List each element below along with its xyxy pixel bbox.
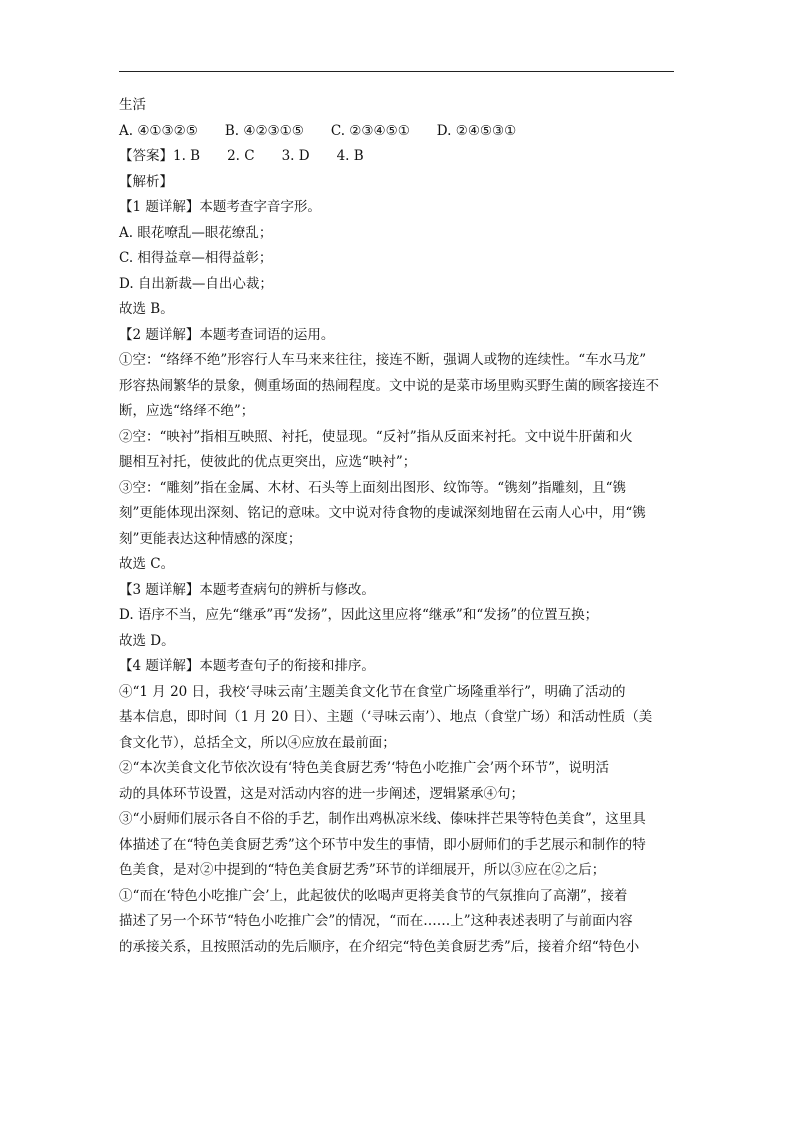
text-line: 基本信息，即时间（1 月 20 日）、主题（‘寻味云南’）、地点（食堂广场）和活动性质（美 bbox=[119, 709, 653, 725]
text-line: 腿相互衬托，使彼此的优点更突出，应选“映衬”； bbox=[119, 454, 417, 470]
text-line: D. 自出新裁—自出心裁； bbox=[119, 275, 273, 292]
text-line: 刻”更能体现出深刻、铭记的意味。文中说对待食物的虔诚深刻地留在云南人心中，用“镌 bbox=[119, 505, 646, 521]
text-line: ②“本次美食文化节依次设有‘特色美食厨艺秀’‘特色小吃推广会’两个环节”，说明活 bbox=[119, 760, 609, 776]
q1-heading: 【1 题详解】本题考查字音字形。 bbox=[119, 199, 321, 215]
header-rule bbox=[119, 71, 674, 72]
text-line: 故选 D。 bbox=[119, 632, 175, 649]
text-line: 生活 bbox=[119, 97, 146, 113]
text-line: ④“1 月 20 日，我校‘寻味云南’主题美食文化节在食堂广场隆重举行”，明确了活动的 bbox=[119, 683, 626, 700]
text-line: D. 语序不当，应先“继承”再“发扬”，因此这里应将“继承”和“发扬”的位置互换； bbox=[119, 607, 599, 623]
text-line: 形容热闹繁华的景象，侧重场面的热闹程度。文中说的是菜市场里购买野生菌的顾客接连不 bbox=[119, 377, 659, 394]
text-line: ③“小厨师们展示各自不俗的手艺，制作出鸡枞凉米线、傣味拌芒果等特色美食”，这里具 bbox=[119, 811, 646, 827]
text-line: 的承接关系，且按照活动的先后顺序，在介绍完“特色美食厨艺秀”后，接着介绍“特色小 bbox=[119, 938, 640, 955]
text-line: ①“而在‘特色小吃推广会’上，此起彼伏的吆喝声更将美食节的气氛推向了高潮”，接着 bbox=[119, 887, 628, 904]
q2-heading: 【2 题详解】本题考查词语的运用。 bbox=[119, 326, 335, 343]
text-line: 故选 C。 bbox=[119, 556, 175, 572]
text-line: 动的具体环节设置，这是对活动内容的进一步阐述，逻辑紧承④句； bbox=[119, 785, 524, 802]
text-line: ①空：“络绎不绝”形容行人车马来来往往，接连不断，强调人或物的连续性。“车水马龙” bbox=[119, 352, 647, 368]
q4-heading: 【4 题详解】本题考查句子的衔接和排序。 bbox=[119, 658, 375, 674]
analysis-heading: 【解析】 bbox=[119, 173, 173, 190]
text-line: 刻”更能表达这种情感的深度； bbox=[119, 530, 302, 547]
answer-analysis-text bbox=[119, 93, 675, 960]
answer-line: 【答案】1. B 2. C 3. D 4. B bbox=[119, 148, 364, 164]
text-line: A. 眼花嘹乱—眼花缭乱； bbox=[119, 224, 273, 241]
text-line: 色美食，是对②中提到的“特色美食厨艺秀”环节的详细展开，所以③应在②之后； bbox=[119, 862, 606, 878]
choice-options: A. ④①③②⑤ B. ④②③①⑤ C. ②③④⑤① D. ②④⑤③① bbox=[119, 122, 517, 139]
text-line: 食文化节），总括全文，所以④应放在最前面； bbox=[119, 734, 396, 751]
text-line: ②空：“映衬”指相互映照、衬托，使显现。“反衬”指从反面来衬托。文中说牛肝菌和火 bbox=[119, 428, 633, 445]
text-line: 断，应选“络绎不绝”； bbox=[119, 403, 255, 419]
text-line: 体描述了在“特色美食厨艺秀”这个环节中发生的事情，即小厨师们的手艺展示和制作的特 bbox=[119, 836, 646, 853]
q3-heading: 【3 题详解】本题考查病句的辨析与修改。 bbox=[119, 581, 375, 598]
text-line: ③空：“雕刻”指在金属、木材、石头等上面刻出图形、纹饰等。“镌刻”指雕刻，且“镌 bbox=[119, 479, 627, 496]
text-line: C. 相得益章—相得益彰； bbox=[119, 250, 273, 266]
text-line: 描述了另一个环节“特色小吃推广会”的情况，“而在……上”这种表述表明了与前面内容 bbox=[119, 913, 633, 929]
text-line: 故选 B。 bbox=[119, 301, 174, 317]
